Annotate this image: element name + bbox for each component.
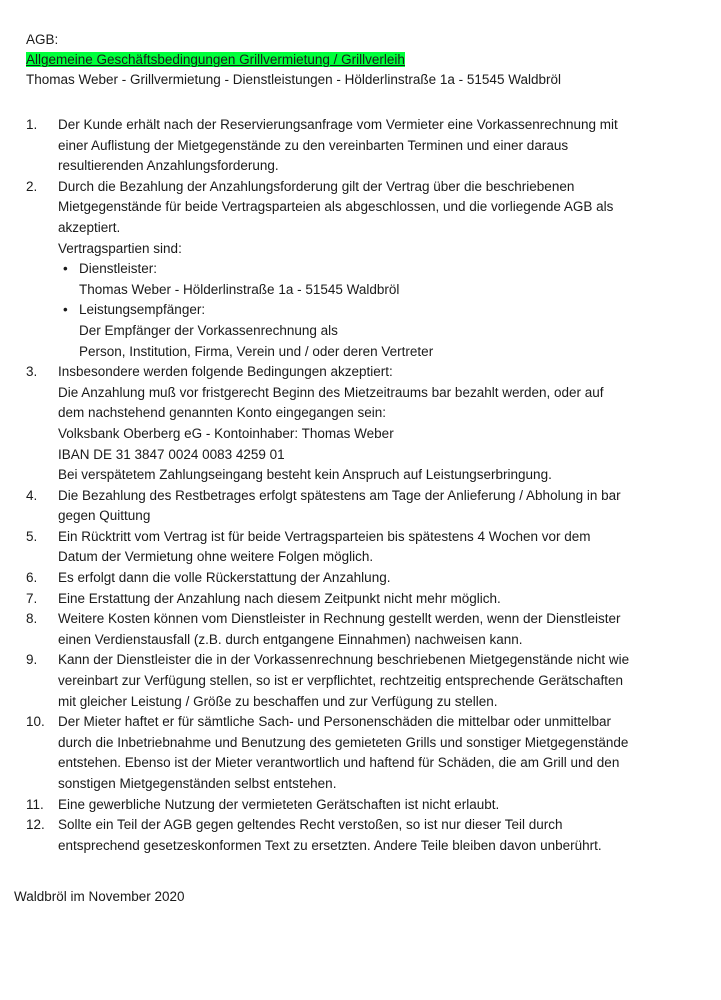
- term-text-line: Die Anzahlung muß vor fristgerecht Beginn des Mietzeitraums bar bezahlt werden, oder auf: [58, 384, 604, 400]
- term-number: 6.: [26, 570, 38, 586]
- term-item: [26, 589, 706, 610]
- term-text-line: Der Mieter haftet er für sämtliche Sach- und Personenschäden die mittelbar oder unmittelbar: [58, 714, 612, 730]
- term-number: 12.: [26, 817, 45, 833]
- bullet-icon: •: [63, 302, 68, 318]
- party-text-line: Der Empfänger der Vorkassenrechnung als: [79, 322, 338, 338]
- term-number: 5.: [26, 528, 38, 544]
- party-text-line: Person, Institution, Firma, Verein und / oder deren Vertreter: [79, 343, 434, 359]
- term-number: 4.: [26, 487, 38, 503]
- term-text-line: Eine gewerbliche Nutzung der vermieteten Gerätschaften ist nicht erlaubt.: [58, 796, 500, 812]
- term-number: 11.: [26, 796, 44, 812]
- term-item: [26, 115, 706, 177]
- term-text-line: Weitere Kosten können vom Dienstleister in Rechnung gestellt werden, wenn der Dienstleister: [58, 611, 621, 627]
- term-item: [26, 795, 706, 816]
- term-text-line: dem nachstehend genannten Konto eingegangen sein:: [58, 405, 387, 421]
- term-text-line: entstehen. Ebenso ist der Mieter verantwortlich und haftend für Schäden, die am Grill und den: [58, 755, 620, 771]
- company-line: Thomas Weber - Grillvermietung - Dienstleistungen - Hölderlinstraße 1a - 51545 Waldbröl: [26, 72, 561, 87]
- term-text-line: Insbesondere werden folgende Bedingungen akzeptiert:: [58, 364, 393, 380]
- term-text-line: Ein Rücktritt vom Vertrag ist für beide Vertragsparteien bis spätestens 4 Wochen vor dem: [58, 528, 591, 544]
- party-text-line: Dienstleister:: [79, 261, 158, 277]
- document-header: [26, 30, 561, 90]
- term-text-line: gegen Quittung: [58, 508, 151, 524]
- term-text-line: Mietgegenstände für beide Vertragsparteien als abgeschlossen, und die vorliegende AGB als: [58, 199, 614, 215]
- term-number: 2.: [26, 178, 38, 194]
- term-text-line: Kann der Dienstleister die in der Vorkassenrechnung beschriebenen Mietgegenstände nicht wie: [58, 652, 630, 668]
- term-text-line: Durch die Bezahlung der Anzahlungsforderung gilt der Vertrag über die beschriebenen: [58, 178, 575, 194]
- term-text-line: Bei verspätetem Zahlungseingang besteht kein Anspruch auf Leistungserbringung.: [58, 467, 552, 483]
- term-item: [26, 650, 706, 712]
- term-text-line: Datum der Vermietung ohne weitere Folgen möglich.: [58, 549, 374, 565]
- term-item: [26, 568, 706, 589]
- term-item: [26, 486, 706, 527]
- term-text-line: IBAN DE 31 3847 0024 0083 4259 01: [58, 446, 285, 462]
- term-text-line: Es erfolgt dann die volle Rückerstattung der Anzahlung.: [58, 570, 391, 586]
- term-text-line: einen Verdienstausfall (z.B. durch entgangene Einnahmen) nachweisen kann.: [58, 631, 523, 647]
- term-number: 9.: [26, 652, 38, 668]
- term-text-line: Die Bezahlung des Restbetrages erfolgt spätestens am Tage der Anlieferung / Abholung in bar: [58, 487, 621, 503]
- term-number: 8.: [26, 611, 38, 627]
- party-bullet-item: [58, 300, 706, 362]
- term-number: 3.: [26, 364, 38, 380]
- term-text-line: Der Kunde erhält nach der Reservierungsanfrage vom Vermieter eine Vorkassenrechnung mit: [58, 117, 618, 132]
- term-item: [26, 177, 706, 362]
- term-number: 1.: [26, 117, 38, 132]
- term-number: 7.: [26, 590, 38, 606]
- term-text-line: resultierenden Anzahlungsforderung.: [58, 158, 279, 174]
- party-text-line: Leistungsempfänger:: [79, 302, 206, 318]
- place-date: Waldbröl im November 2020: [14, 889, 185, 904]
- term-text-line: Eine Erstattung der Anzahlung nach diesem Zeitpunkt nicht mehr möglich.: [58, 590, 501, 606]
- term-text-line: Vertragspartien sind:: [58, 240, 182, 256]
- term-number: 10.: [26, 714, 45, 730]
- term-text-line: entsprechend gesetzeskonformen Text zu ersetzten. Andere Teile bleiben davon unberührt.: [58, 837, 602, 853]
- term-text-line: akzeptiert.: [58, 219, 121, 235]
- term-text-line: Volksbank Oberberg eG - Kontoinhaber: Thomas Weber: [58, 425, 394, 441]
- party-text-line: Thomas Weber - Hölderlinstraße 1a - 51545 Waldbröl: [79, 281, 400, 297]
- terms-list: [26, 115, 706, 856]
- term-text-line: einer Auflistung der Mietgegenstände zu den vereinbarten Terminen und einer daraus: [58, 137, 569, 153]
- term-item: [26, 815, 706, 856]
- term-text-line: mit gleicher Leistung / Größe zu beschaffen und zur Verfügung zu stellen.: [58, 693, 498, 709]
- party-bullet-item: [58, 259, 706, 300]
- document-title: Allgemeine Geschäftsbedingungen Grillvermietung / Grillverleih: [26, 52, 405, 67]
- term-text-line: vereinbart zur Verfügung stellen, so ist er verpflichtet, rechtzeitig entsprechende Gerätschaften: [58, 673, 624, 689]
- term-item: [26, 712, 706, 794]
- term-item: [26, 362, 706, 486]
- bullet-icon: •: [63, 261, 68, 277]
- agb-label: AGB:: [26, 32, 59, 47]
- term-text-line: durch die Inbetriebnahme und Benutzung des gemieteten Grills und sonstiger Mietgegenstände: [58, 734, 629, 750]
- term-text-line: Sollte ein Teil der AGB gegen geltendes Recht verstoßen, so ist nur dieser Teil durch: [58, 817, 563, 833]
- term-item: [26, 527, 706, 568]
- term-item: [26, 609, 706, 650]
- term-text-line: sonstigen Mietgegenständen selbst entstehen.: [58, 776, 337, 791]
